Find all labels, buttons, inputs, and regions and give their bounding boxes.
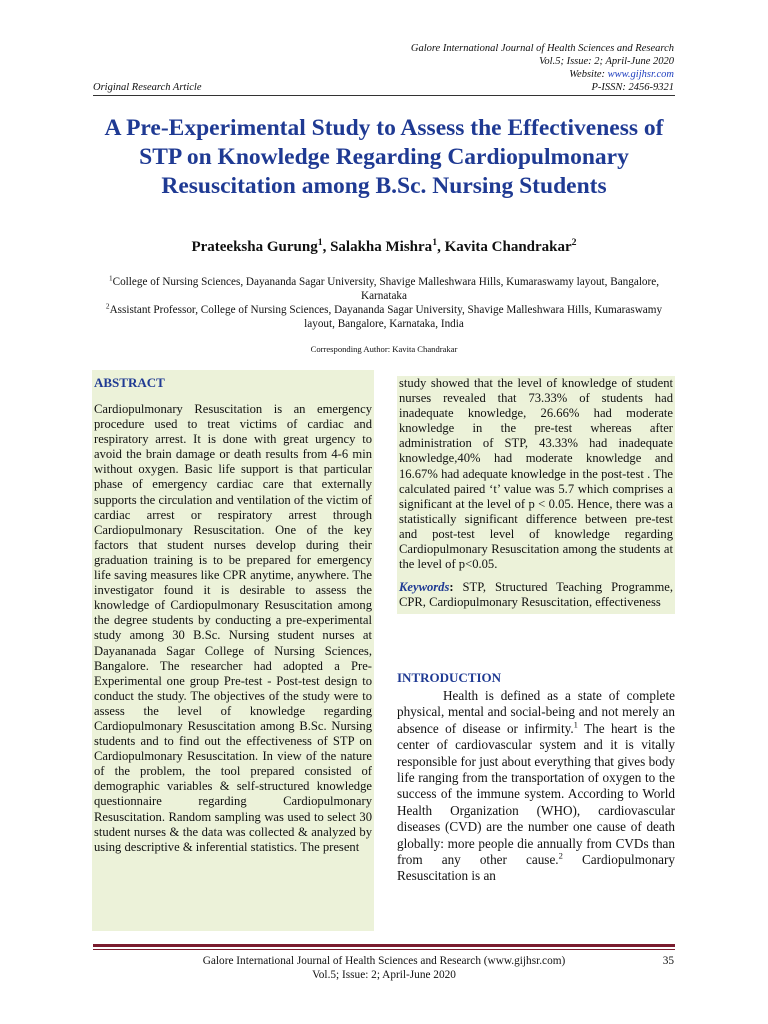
abstract-box-left bbox=[92, 370, 374, 931]
affiliations bbox=[93, 275, 675, 331]
author-name: Salakha Mishra bbox=[330, 239, 433, 255]
page-number: 35 bbox=[662, 955, 674, 967]
footer-volume: Vol.5; Issue: 2; April-June 2020 bbox=[312, 969, 456, 981]
keywords: Keywords: STP, Structured Teaching Programme, CPR, Cardiopulmonary Resuscitation, effectiveness bbox=[399, 580, 673, 610]
author-name: Prateeksha Gurung bbox=[191, 239, 318, 255]
keywords-label: Keywords bbox=[399, 580, 450, 595]
article-type: Original Research Article bbox=[93, 82, 202, 93]
affiliation-2: $^2$Assistant Professor, College of Nursing Sciences, Dayananda Sagar University, Shavige Malleshwara Hills, Kumaraswamy layout, Bangalore, Karnataka, India bbox=[105, 302, 663, 330]
abstract-text-right: study showed that the level of knowledge of student nurses revealed that 73.33% of students had inadequate knowledge, 26.66% had moderate knowledge in the pre-test whereas after administration of STP, 43.33% had inadequate knowledge,40% had moderate knowledge and 16.67% had adequate knowledge in the post-test . The calculated paired ‘t’ value was 5.7 which comprises a significant at the level of p < 0.05. Hence, there was a statistically significant difference between pre-test and post-test level of knowledge regarding Cardiopulmonary Resuscitation among the students at the level of p<0.05. bbox=[399, 376, 673, 572]
paper-title: A Pre-Experimental Study to Assess the Effectiveness of STP on Knowledge Regarding Cardiopulmonary Resuscitation among B.Sc. Nursing Students bbox=[104, 115, 664, 199]
journal-name: Galore International Journal of Health Sciences and Research bbox=[410, 43, 674, 54]
journal-website: Website: www.gijhsr.com bbox=[569, 69, 674, 80]
page-footer bbox=[93, 954, 675, 982]
journal-header bbox=[254, 42, 674, 94]
journal-pissn: P-ISSN: 2456-9321 bbox=[591, 82, 674, 93]
footer-journal: Galore International Journal of Health Sciences and Research (www.gijhsr.com) bbox=[202, 955, 566, 967]
author-list: Prateeksha Gurung$^1$, Salakha Mishra$^1$, Kavita Chandrakar$^2$ bbox=[191, 237, 577, 255]
journal-volume: Vol.5; Issue: 2; April-June 2020 bbox=[539, 56, 674, 67]
affiliation-1: $^1$College of Nursing Sciences, Dayananda Sagar University, Shavige Malleshwara Hills, Kumaraswamy layout, Bangalore, Karnataka bbox=[108, 274, 660, 302]
keywords-text: STP, Structured Teaching Programme, CPR, Cardiopulmonary Resuscitation, effectiveness bbox=[399, 580, 673, 610]
header-divider bbox=[93, 95, 675, 96]
abstract-heading: ABSTRACT bbox=[94, 375, 165, 390]
website-link[interactable]: www.gijhsr.com bbox=[607, 69, 674, 80]
author-name: Kavita Chandrakar bbox=[444, 239, 572, 255]
abstract-text-left: Cardiopulmonary Resuscitation is an emergency procedure used to treat victims of cardiac and respiratory arrest. It is done with great urgency to avoid the brain damage or death results from 4-6 min without oxygen. Basic life support is that particular phase of emergency cardiac care that externally supports the circulation and ventilation of the victim of cardiac arrest or respiratory arrest through Cardiopulmonary Resuscitation. One of the key factors that student nurses develop during their graduation training is to be prepared for emergency life saving measures like CPR anytime, anywhere. The investigator found it is desirable to assess the knowledge of Cardiopulmonary Resuscitation among the degree students by conducting a pre-experimental study among 30 B.Sc. Nursing student nurses at Dayananada Sagar College of Nursing Sciences, Bangalore. The researcher had adopted a Pre-Experimental one group Pre-test - Post-test design to conduct the study. The objectives of the study were to assess the level of knowledge regarding Cardiopulmonary Resuscitation among B.Sc. Nursing students and to find out the effectiveness of STP on Cardiopulmonary Resuscitation. In view of the nature of the problem, the tool prepared consisted of demographic variables & self-structured knowledge questionnaire regarding Cardiopulmonary Resuscitation. Random sampling was used to select 30 student nurses & the data was collected & analyzed by using descriptive & inferential statistics. The present bbox=[94, 402, 372, 854]
introduction-heading: INTRODUCTION bbox=[397, 670, 502, 685]
footer-divider-thin bbox=[93, 949, 675, 950]
corresponding-author: Corresponding Author: Kavita Chandrakar bbox=[310, 344, 458, 354]
introduction-text: Health is defined as a state of complete physical, mental and social-being and not merely an absence of disease or infirmity.$^1$ The heart is the center of cardiovascular system and it is vitally responsible for just about everything that gives body life ranging from the transportation of oxygen to the success of the immune system. According to World Health Organization (WHO), cardiovascular diseases (CVD) are the number one cause of death globally: more people die annually from CVDs than from any other cause.$^2$ Cardiopulmonary Resuscitation is an bbox=[397, 688, 675, 884]
abstract-box-right bbox=[397, 376, 675, 614]
footer-divider-thick bbox=[93, 944, 675, 947]
introduction-section bbox=[397, 670, 675, 885]
